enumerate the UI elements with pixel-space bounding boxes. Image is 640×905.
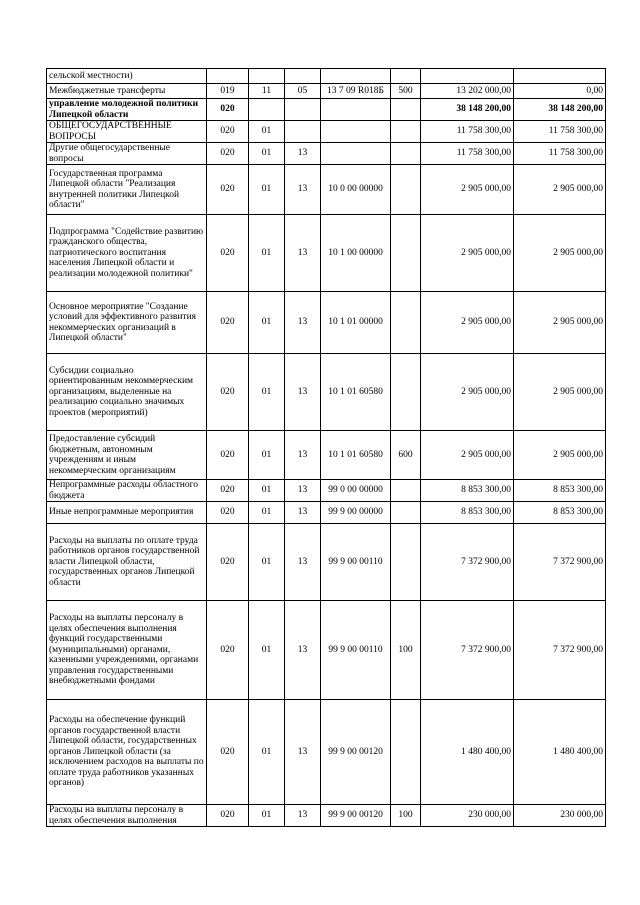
cell-gr: 020 [207,292,249,354]
cell-name: Иные непрограммные мероприятия [47,502,207,524]
cell-csr: 99 9 00 00000 [321,502,391,524]
cell-pr: 13 [285,502,321,524]
cell-vr: 100 [391,805,421,827]
cell-gr: 020 [207,601,249,700]
cell-sum-1: 2 905 000,00 [421,215,514,292]
cell-csr: 99 9 00 00120 [321,805,391,827]
cell-gr: 019 [207,84,249,99]
cell-sum-2: 7 372 900,00 [514,601,606,700]
cell-gr: 020 [207,524,249,601]
cell-csr: 99 9 00 00120 [321,700,391,805]
cell-name: Предоставление субсидий бюджетным, автономным учреждениям и иным некоммерческим организациям [47,431,207,480]
cell-sum-1: 7 372 900,00 [421,601,514,700]
cell-pr: 13 [285,292,321,354]
cell-sum-1: 8 853 300,00 [421,480,514,502]
cell-rz: 01 [249,215,285,292]
cell-name: сельской местности) [47,69,207,84]
cell-csr [321,143,391,165]
cell-gr: 020 [207,805,249,827]
cell-sum-2: 2 905 000,00 [514,292,606,354]
cell-vr [391,354,421,431]
cell-pr: 13 [285,524,321,601]
cell-sum-1: 11 758 300,00 [421,121,514,143]
cell-sum-1: 7 372 900,00 [421,524,514,601]
cell-name: Другие общегосударственные вопросы [47,143,207,165]
cell-rz: 01 [249,292,285,354]
cell-vr [391,69,421,84]
cell-csr: 99 9 00 00110 [321,524,391,601]
cell-sum-1: 2 905 000,00 [421,354,514,431]
cell-pr: 13 [285,805,321,827]
table-row [47,354,606,431]
cell-pr: 13 [285,215,321,292]
cell-pr: 13 [285,431,321,480]
cell-rz: 01 [249,354,285,431]
cell-rz: 01 [249,700,285,805]
table-row [47,700,606,805]
cell-rz [249,99,285,121]
cell-vr [391,292,421,354]
cell-csr: 10 1 00 00000 [321,215,391,292]
cell-vr [391,215,421,292]
cell-sum-1: 38 148 200,00 [421,99,514,121]
cell-rz: 01 [249,431,285,480]
budget-table [46,68,606,827]
cell-gr: 020 [207,480,249,502]
cell-csr: 13 7 09 R018Б [321,84,391,99]
cell-sum-1: 8 853 300,00 [421,502,514,524]
cell-sum-2: 2 905 000,00 [514,431,606,480]
cell-vr [391,121,421,143]
cell-rz: 01 [249,143,285,165]
cell-name: Расходы на выплаты персоналу в целях обеспечения выполнения [47,805,207,827]
cell-name: Субсидии социально ориентированным некоммерческим организациям, выделенные на реализацию социально значимых проектов (мероприятий) [47,354,207,431]
cell-pr: 13 [285,165,321,215]
cell-csr [321,69,391,84]
table-row [47,292,606,354]
cell-csr: 10 1 01 60580 [321,354,391,431]
cell-rz: 11 [249,84,285,99]
cell-sum-2: 11 758 300,00 [514,121,606,143]
cell-sum-2 [514,69,606,84]
table-row [47,143,606,165]
table-row [47,601,606,700]
cell-name: ОБЩЕГОСУДАРСТВЕННЫЕ ВОПРОСЫ [47,121,207,143]
table-row [47,69,606,84]
cell-pr: 13 [285,143,321,165]
cell-sum-2: 7 372 900,00 [514,524,606,601]
cell-csr: 99 9 00 00110 [321,601,391,700]
table-row [47,480,606,502]
cell-sum-1: 2 905 000,00 [421,165,514,215]
table-row [47,84,606,99]
cell-sum-1: 1 480 400,00 [421,700,514,805]
cell-pr [285,121,321,143]
cell-sum-1: 13 202 000,00 [421,84,514,99]
cell-vr [391,99,421,121]
cell-vr: 100 [391,601,421,700]
cell-sum-2: 2 905 000,00 [514,165,606,215]
cell-sum-2: 1 480 400,00 [514,700,606,805]
cell-sum-2: 8 853 300,00 [514,502,606,524]
cell-gr: 020 [207,143,249,165]
cell-csr [321,99,391,121]
cell-vr [391,480,421,502]
cell-vr [391,165,421,215]
cell-sum-1: 11 758 300,00 [421,143,514,165]
cell-csr: 99 0 00 00000 [321,480,391,502]
cell-name: Непрограммные расходы областного бюджета [47,480,207,502]
budget-table-body [47,69,606,827]
cell-csr [321,121,391,143]
cell-sum-2: 11 758 300,00 [514,143,606,165]
cell-rz: 01 [249,502,285,524]
cell-gr [207,69,249,84]
cell-rz: 01 [249,805,285,827]
cell-sum-2: 0,00 [514,84,606,99]
cell-sum-1: 230 000,00 [421,805,514,827]
cell-pr: 13 [285,601,321,700]
table-row [47,165,606,215]
cell-vr [391,143,421,165]
cell-name: Межбюджетные трансферты [47,84,207,99]
cell-sum-1 [421,69,514,84]
cell-csr: 10 1 01 00000 [321,292,391,354]
table-row [47,99,606,121]
table-row [47,431,606,480]
cell-sum-2: 2 905 000,00 [514,354,606,431]
cell-name: Подпрограмма "Содействие развитию гражданского общества, патриотического воспитания населения Липецкой области и реализации молодежной политики" [47,215,207,292]
cell-sum-1: 2 905 000,00 [421,292,514,354]
cell-gr: 020 [207,121,249,143]
cell-rz: 01 [249,480,285,502]
cell-name: Государственная программа Липецкой области "Реализация внутренней политики Липецкой области" [47,165,207,215]
cell-gr: 020 [207,354,249,431]
table-row [47,524,606,601]
cell-pr [285,99,321,121]
cell-name: Расходы на выплаты по оплате труда работников органов государственной власти Липецкой области, государственных органов Липецкой области [47,524,207,601]
cell-rz: 01 [249,524,285,601]
table-row [47,215,606,292]
cell-name: Расходы на обеспечение функций органов государственной власти Липецкой области, государственных органов Липецкой области (за исключением расходов на выплаты по оплате труда работников указанных органов) [47,700,207,805]
cell-pr [285,69,321,84]
cell-gr: 020 [207,502,249,524]
table-row [47,121,606,143]
cell-pr: 13 [285,700,321,805]
cell-gr: 020 [207,215,249,292]
cell-sum-1: 2 905 000,00 [421,431,514,480]
cell-csr: 10 0 00 00000 [321,165,391,215]
table-row [47,805,606,827]
cell-vr: 600 [391,431,421,480]
cell-vr [391,524,421,601]
cell-rz: 01 [249,165,285,215]
cell-csr: 10 1 01 60580 [321,431,391,480]
cell-sum-2: 8 853 300,00 [514,480,606,502]
cell-name: Основное мероприятие "Создание условий для эффективного развития некоммерческих организаций в Липецкой области" [47,292,207,354]
cell-rz: 01 [249,121,285,143]
cell-gr: 020 [207,700,249,805]
cell-name: Расходы на выплаты персоналу в целях обеспечения выполнения функций государственными (муниципальными) органами, казенными учреждениями, органами управления государственными внебюджетными фондами [47,601,207,700]
table-row [47,502,606,524]
cell-rz: 01 [249,601,285,700]
cell-sum-2: 2 905 000,00 [514,215,606,292]
cell-vr [391,700,421,805]
cell-gr: 020 [207,431,249,480]
cell-pr: 13 [285,354,321,431]
cell-gr: 020 [207,99,249,121]
cell-pr: 05 [285,84,321,99]
cell-name: управление молодежной политики Липецкой области [47,99,207,121]
cell-pr: 13 [285,480,321,502]
cell-gr: 020 [207,165,249,215]
cell-sum-2: 38 148 200,00 [514,99,606,121]
cell-vr: 500 [391,84,421,99]
cell-sum-2: 230 000,00 [514,805,606,827]
cell-rz [249,69,285,84]
cell-vr [391,502,421,524]
